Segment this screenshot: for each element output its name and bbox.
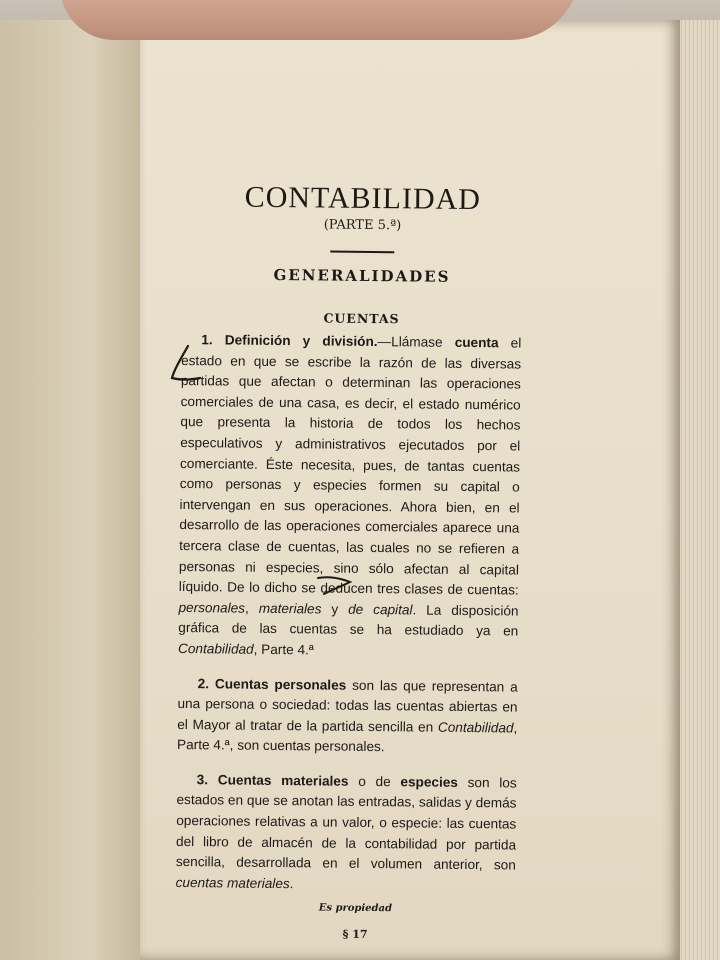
page-title: CONTABILIDAD: [244, 180, 482, 217]
pen-arrow-mark: [314, 570, 364, 596]
text-run: , Parte 4.ª: [253, 641, 314, 658]
text-run: . La disposición gráfica de las cuentas se ha estudiado ya en: [178, 602, 519, 639]
text-run: o de: [348, 773, 401, 790]
italic-term: de capital: [348, 601, 413, 618]
paragraph-number: 2.: [197, 675, 210, 691]
paragraph-number: 3.: [196, 772, 209, 788]
term: especies: [400, 774, 458, 790]
italic-term: materiales: [258, 600, 322, 617]
paragraph-heading: Cuentas materiales: [217, 772, 349, 789]
paragraph-2-text: [177, 673, 518, 759]
text-run: , Parte 4.ª, son cuentas personales.: [177, 720, 518, 755]
text-run: el estado en que se escribe la razón de las diversas partidas que afectan o determinan las operaciones comerciales de una casa, es decir, el estado numérico que presenta la historia de todos los hechos especulativos y administrativos ejecutados por el comerciante. Éste necesita, pues, de tantas cuentas como personas y especies formen su capital o intervengan en sus operaciones. Ahora bien, en el desarrollo de las operaciones comerciales aparece una tercera clase de cuentas, las cuales no se refieren a personas ni especies, sino sólo afectan al capital líquido. De lo dicho se deducen tres clases de cuentas:: [178, 335, 522, 598]
paragraph-heading: Definición y división.: [224, 332, 378, 350]
pen-bracket-mark: [166, 340, 206, 390]
paragraph-heading: Cuentas personales: [214, 675, 347, 693]
text-run: .: [289, 876, 294, 892]
italic-term: Contabilidad: [437, 719, 514, 736]
paragraph-2: [177, 673, 518, 759]
text-run: ,: [244, 600, 259, 616]
page-subtitle: (PARTE 5.ª): [323, 217, 402, 234]
italic-term: Contabilidad: [178, 640, 254, 657]
section-heading: GENERALIDADES: [273, 265, 451, 286]
text-run: son los estados en que se anotan las entradas, salidas y demás operaciones relativas a un valor, o especie: las cuentas del libro de almacén de la contabilidad por partida sencilla, desarrollada en el volumen anterior, son: [175, 774, 517, 873]
paragraph-3: [176, 770, 517, 897]
paragraph-3-text: [176, 770, 517, 897]
paragraph-1-text: [178, 330, 521, 663]
italic-term: personales: [178, 599, 246, 616]
paragraph-number: 1.: [201, 332, 213, 348]
title-divider: [330, 251, 394, 254]
finger: [60, 0, 580, 40]
text-run: y: [321, 601, 349, 617]
text-run: —Llámase: [377, 334, 455, 350]
left-page: [0, 20, 150, 960]
signature-mark: § 17: [342, 928, 368, 942]
term: cuenta: [454, 334, 499, 351]
page-content: [175, 180, 708, 945]
property-note: Es propiedad: [318, 902, 393, 915]
text-run: son las que representan a una persona o sociedad: todas las cuentas abiertas en el Mayor al tratar de la partida sencilla en: [177, 677, 518, 735]
paragraph-1: [178, 330, 521, 663]
subsection-heading: CUENTAS: [323, 310, 400, 327]
italic-term: cuentas materiales: [175, 874, 290, 891]
